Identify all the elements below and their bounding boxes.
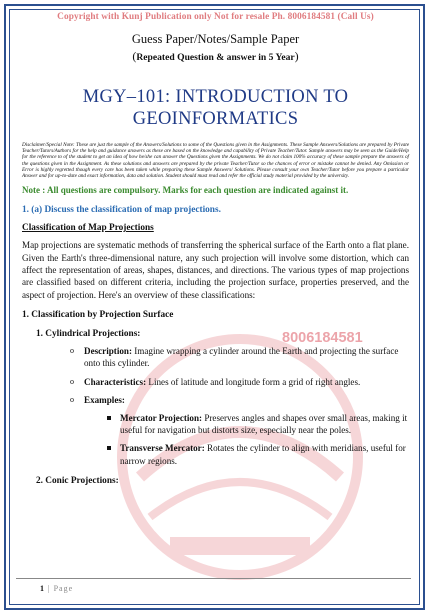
- example-text: Preserves angles and shapes over small areas, making it useful for navigation but distorts size, especially near the poles.: [120, 413, 408, 436]
- example-text: Rotates the cylinder to align with meridians, useful for narrow regions.: [120, 443, 406, 466]
- description-item: [70, 345, 409, 369]
- characteristics-label: Characteristics:: [84, 376, 147, 387]
- disclaimer: Disclaimer/Special Note: These are just the sample of the Answers/Solutions to some of the Questions given in the Assignments. These Sample Answers/Solutions are prepared by Private Teacher/Tutors/Authors for the help and guidance answers as these are based on the knowledge and capability of Private Teacher/Tutor. Sample answers may be seen as the Guide/Help for the reference to of the student to get an idea of how he/she can answer the Questions given the Assignments. We do not claim 100% accuracy of these sample prepare the answers of the questions given in the Assignment. As these solutions and answers are prepared by the private Teacher/Tutor so the chances of error or mistake cannot be denied. Any Omission or Error is highly regretted though every care has been taken while preparing these Sample Answers/ Solutions. Please consult your own Teacher/Tutor before you prepare a particular Answer and for up-to-date and exact information, data and solution. Student should must read and refer the official study material provided by the university.: [22, 142, 409, 180]
- intro-paragraph: Map projections are systematic methods of transferring the spherical surface of the Earth onto a flat plane. Given the Earth's three-dimensional nature, any such projection will involve some distortion, which can affect the representation of areas, shapes, distances, and directions. The various types of map projections are classified based on different criteria, including the projection surface, properties preserved, and the aspect of projection. Here's an overview of these classifications:: [22, 240, 409, 300]
- classification-heading: 1. Classification by Projection Surface: [22, 310, 174, 321]
- cylindrical-heading: 1. Cylindrical Projections:: [36, 329, 141, 340]
- characteristics-item: [70, 376, 409, 388]
- page-content: [22, 12, 409, 486]
- example-label: Mercator Projection:: [120, 413, 203, 424]
- example-label: Transverse Mercator:: [120, 443, 205, 454]
- conic-heading: 2. Conic Projections:: [36, 475, 119, 486]
- page-number: 1: [40, 584, 44, 593]
- description-label: Description:: [84, 346, 132, 357]
- examples-label: Examples:: [84, 394, 125, 405]
- square-bullet-icon: [107, 446, 111, 450]
- hollow-bullet-icon: o: [70, 376, 74, 386]
- examples-item: [70, 394, 409, 406]
- document-title: MGY–101: INTRODUCTION TO GEOINFORMATICS: [82, 87, 349, 129]
- copyright-banner: Copyright with Kunj Publication only Not for resale Ph. 8006184581 (Call Us): [57, 12, 374, 22]
- section-heading: Classification of Map Projections: [22, 223, 154, 234]
- question-1a: 1. (a) Discuss the classification of map projections.: [22, 205, 221, 216]
- footer-separator: |: [48, 584, 50, 593]
- footer-divider: [16, 578, 411, 579]
- example-item: [120, 442, 409, 466]
- paren-close: ): [294, 49, 299, 63]
- page-footer: [40, 584, 73, 593]
- page-label: Page: [53, 584, 74, 593]
- hollow-bullet-icon: o: [70, 394, 74, 404]
- paren-open: (: [132, 49, 137, 63]
- description-text: Imagine wrapping a cylinder around the Earth and projecting the surface onto this cylinder.: [84, 346, 399, 369]
- header-subtitle-text: Repeated Question & answer in 5 Year: [136, 52, 295, 63]
- header-subtitle: [22, 49, 409, 64]
- header-title: Guess Paper/Notes/Sample Paper: [131, 32, 300, 46]
- note: Note : All questions are compulsory. Marks for each question are indicated against it.: [22, 185, 349, 196]
- example-item: [120, 412, 409, 436]
- watermark-phone: 8006184581: [282, 330, 363, 346]
- characteristics-text: Lines of latitude and longitude form a grid of right angles.: [146, 376, 361, 387]
- square-bullet-icon: [107, 416, 111, 420]
- hollow-bullet-icon: o: [70, 346, 74, 356]
